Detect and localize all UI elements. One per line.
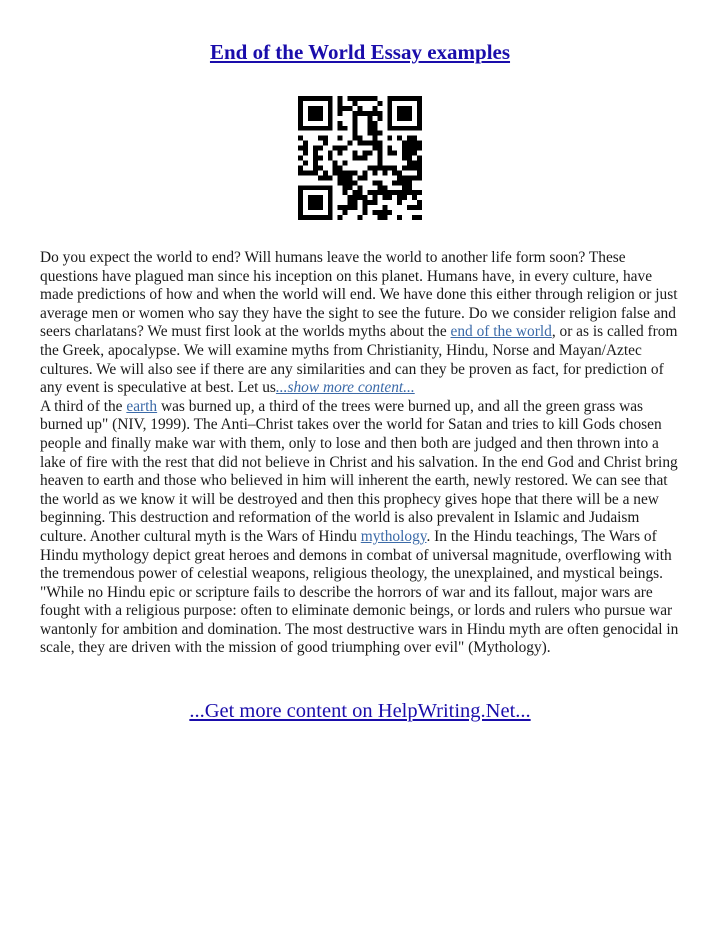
end-of-the-world-link[interactable]: end of the world [450, 323, 552, 341]
page-title [0, 40, 720, 65]
qr-code-icon [298, 96, 422, 220]
show-more-link[interactable]: ...show more content... [275, 379, 415, 397]
mythology-link[interactable]: mythology [360, 527, 427, 545]
essay-body [40, 249, 682, 658]
get-more-content-cta [0, 700, 720, 723]
earth-link[interactable]: earth [126, 397, 158, 415]
get-more-content-link[interactable]: ...Get more content on HelpWriting.Net... [189, 700, 531, 722]
paragraph-1: Do you expect the world to end? Will humans leave the world to another life form soon? These questions have plagued man since his inception on this planet. Humans have, in every culture, have made predictions of how and when the world will end. We have done this either through religion or just average men or women who say they have the sight to see the future. Do we consider religion false and seers charlatans? We must first look at the worlds myths about the end of the world, or as is called from the Greek, apocalypse. We will examine myths from Christianity, Hindu, Norse and Mayan/Aztec cultures. We will also see if there are any similarities and can they be proven as fact, for prediction of any event is speculative at best. Let us...show more content... [40, 249, 678, 397]
paragraph-2: A third of the earth was burned up, a third of the trees were burned up, and all the green grass was burned up" (NIV, 1999). The Anti–Christ takes over the world for Satan and tries to kill Gods chosen people and finally make war with them, only to lose and then both are judged and then thrown into a lake of fire with the rest that did not believe in Christ and his salvation. In the end God and Christ bring heaven to earth and those who believed in him will inherent the earth, newly restored. We can see that the world as we know it will be destroyed and then this prophecy gives hope that there will be a new beginning. This destruction and reformation of the world is also prevalent in Islamic and Judaism culture. Another cultural myth is the Wars of Hindu mythology. In the Hindu teachings, The Wars of Hindu mythology depict great heroes and demons in combat of universal magnitude, overflowing with the tremendous power of celestial weapons, religious theology, the unexplained, and mystical beings. "While no Hindu epic or scripture fails to describe the horrors of war and its fallout, major wars are fought with a religious purpose: often to eliminate demonic beings, or lords and rulers who pursue war wantonly for ambition and domination. The most destructive wars in Hindu myth are often genocidal in scale, they are driven with the mission of good triumphing over evil" (Mythology). [40, 397, 679, 657]
title-link[interactable]: End of the World Essay examples [209, 40, 511, 64]
